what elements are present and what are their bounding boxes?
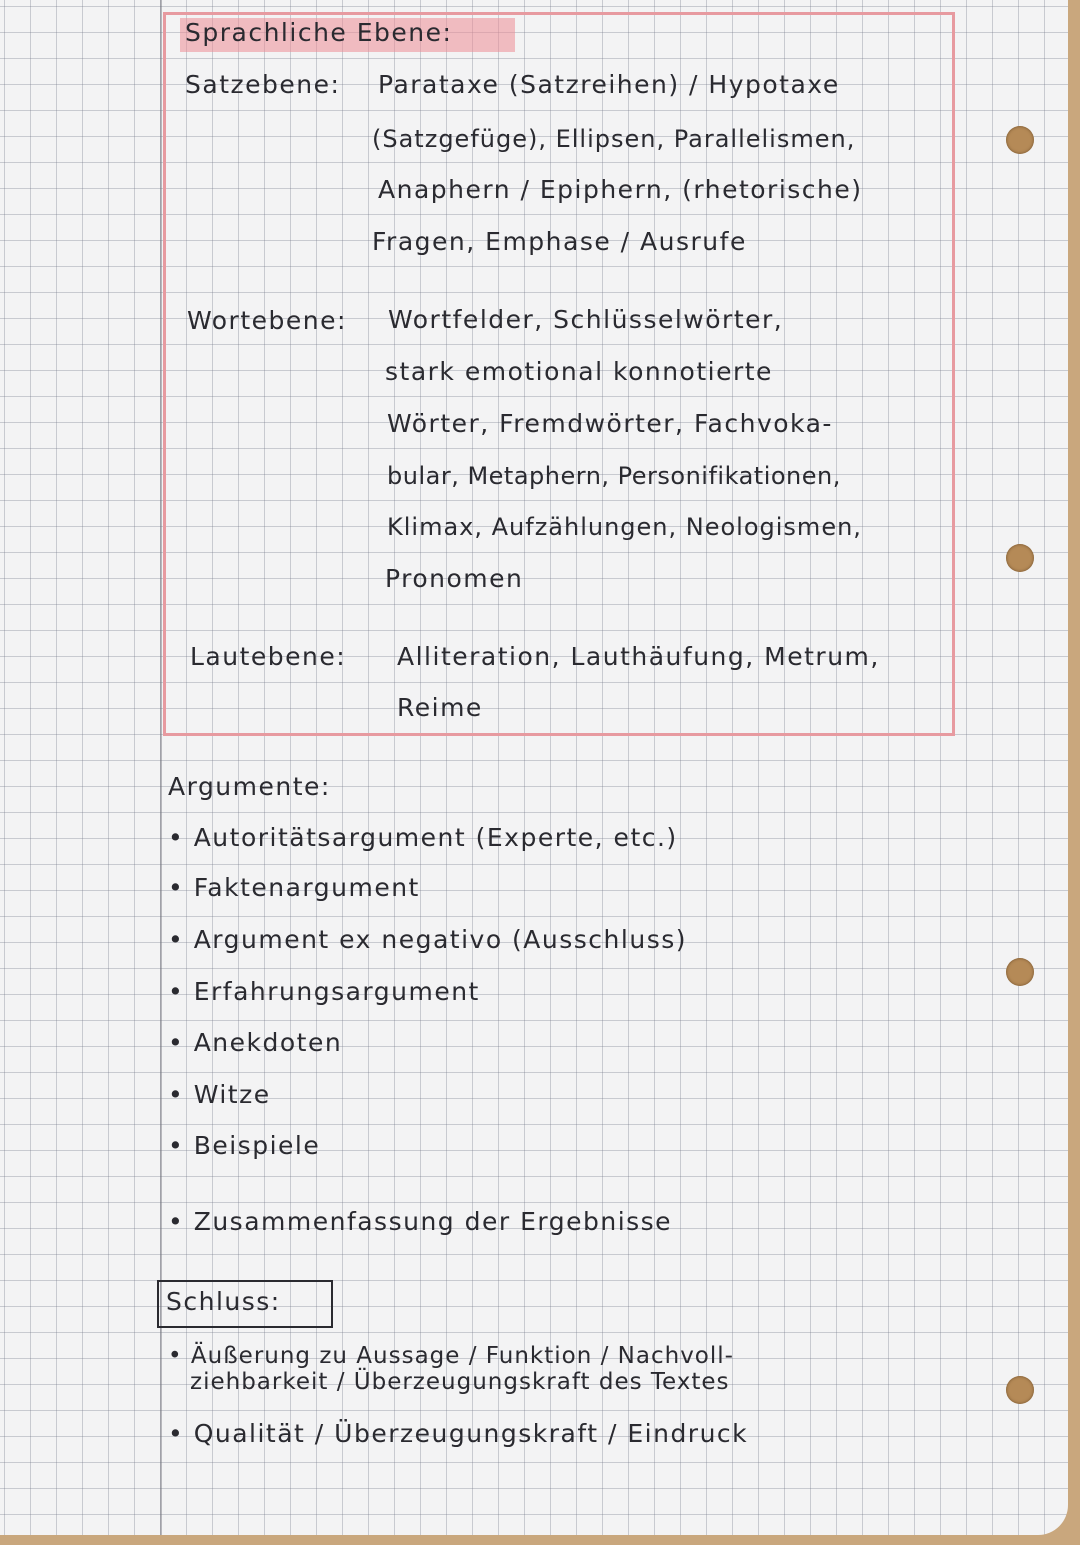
- wortebene-line: Wortfelder, Schlüsselwörter,: [388, 305, 784, 334]
- lautebene-line: Alliteration, Lauthäufung, Metrum,: [397, 642, 880, 671]
- section-heading: Sprachliche Ebene:: [185, 18, 453, 47]
- wortebene-line: Klimax, Aufzählungen, Neologismen,: [387, 513, 862, 541]
- schluss-item: • Äußerung zu Aussage / Funktion / Nachvoll-: [168, 1343, 734, 1369]
- argument-item: • Faktenargument: [168, 873, 420, 902]
- lautebene-label: Lautebene:: [190, 642, 347, 671]
- satzebene-label: Satzebene:: [185, 70, 341, 99]
- wortebene-line: bular, Metaphern, Personifikationen,: [387, 462, 841, 490]
- summary-item: • Zusammenfassung der Ergebnisse: [168, 1207, 673, 1236]
- wortebene-line: Pronomen: [385, 564, 524, 593]
- argument-item: • Erfahrungsargument: [168, 977, 480, 1006]
- schluss-heading: Schluss:: [166, 1287, 281, 1316]
- wortebene-line: stark emotional konnotierte: [385, 357, 773, 386]
- wortebene-label: Wortebene:: [187, 306, 347, 335]
- argument-item: • Anekdoten: [168, 1028, 343, 1057]
- schluss-item: ziehbarkeit / Überzeugungskraft des Textes: [190, 1369, 730, 1395]
- punch-hole: [1006, 1376, 1034, 1404]
- schluss-item: • Qualität / Überzeugungskraft / Eindruck: [168, 1419, 749, 1448]
- argument-item: • Argument ex negativo (Ausschluss): [168, 925, 687, 954]
- satzebene-line: Fragen, Emphase / Ausrufe: [372, 227, 747, 256]
- satzebene-line: (Satzgefüge), Ellipsen, Parallelismen,: [372, 125, 856, 153]
- punch-hole: [1006, 958, 1034, 986]
- argument-item: • Witze: [168, 1080, 271, 1109]
- lautebene-line: Reime: [397, 693, 483, 722]
- satzebene-line: Anaphern / Epiphern, (rhetorische): [378, 175, 863, 204]
- argumente-heading: Argumente:: [168, 772, 331, 801]
- punch-hole: [1006, 126, 1034, 154]
- satzebene-line: Parataxe (Satzreihen) / Hypotaxe: [378, 70, 840, 99]
- punch-hole: [1006, 544, 1034, 572]
- argument-item: • Beispiele: [168, 1131, 321, 1160]
- wortebene-line: Wörter, Fremdwörter, Fachvoka-: [387, 409, 833, 438]
- argument-item: • Autoritätsargument (Experte, etc.): [168, 823, 678, 852]
